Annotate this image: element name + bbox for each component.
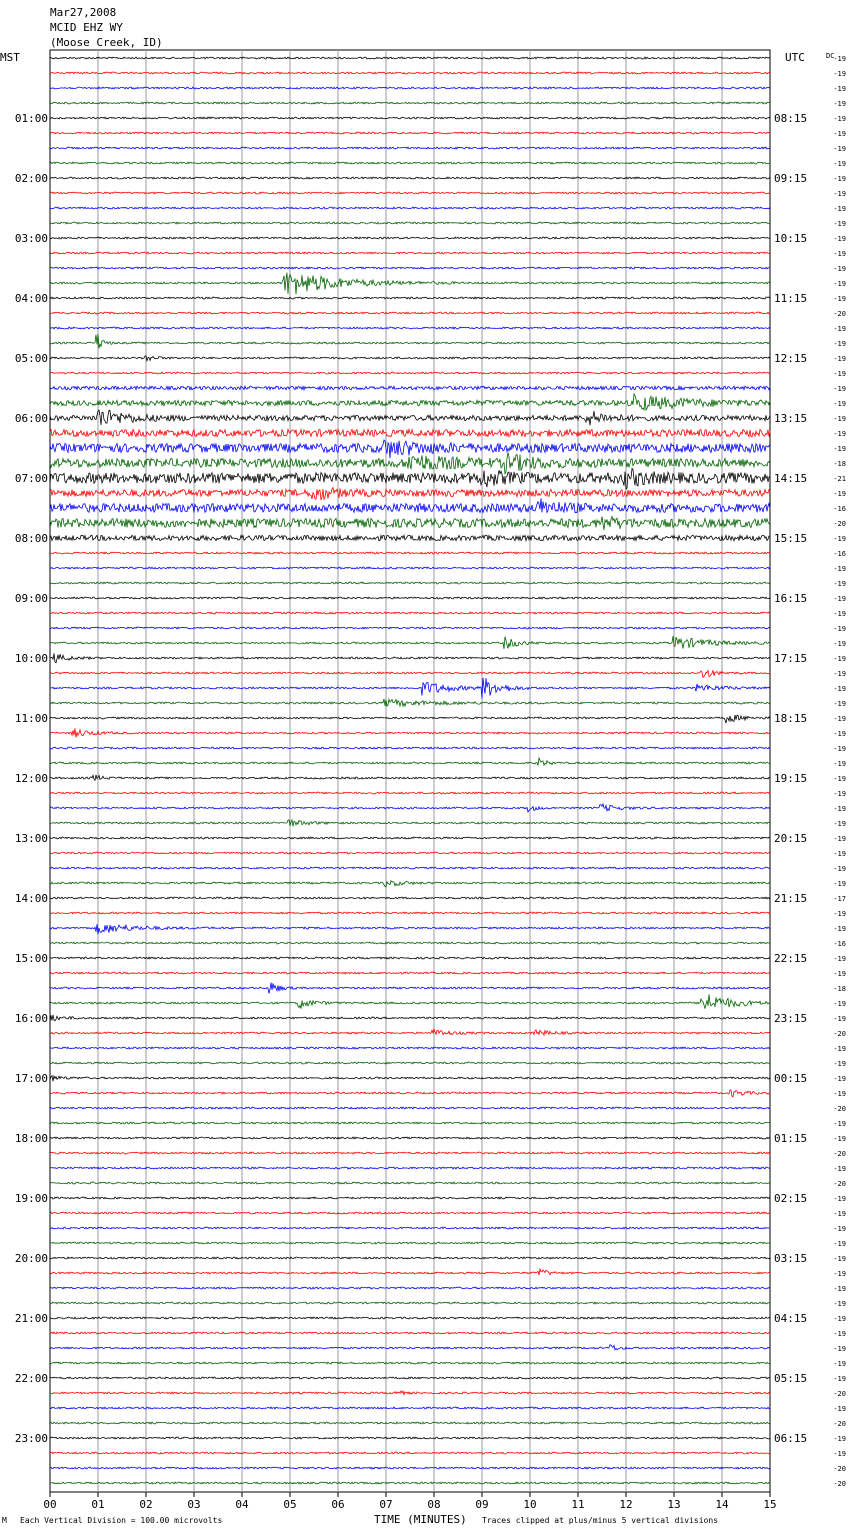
trace-row [50,1242,770,1244]
right-hour-label: 02:15 [774,1192,808,1205]
dc-offset: -19 [833,1060,846,1068]
trace-row [50,972,770,974]
dc-offset: -18 [833,985,846,993]
dc-offset: -19 [833,535,846,543]
dc-offset: -21 [833,475,846,483]
dc-offset: -19 [833,1195,846,1203]
right-hour-label: 04:15 [774,1312,808,1325]
trace-row [50,994,770,1008]
dc-offset: -19 [833,205,846,213]
dc-offset: -19 [833,1015,846,1023]
trace-row [50,1287,770,1289]
dc-offset: -17 [833,895,846,903]
trace-row [50,1212,770,1214]
trace-row [50,1047,770,1049]
left-hour-label: 14:00 [14,892,48,905]
trace-row [50,597,770,599]
dc-offset: -19 [833,820,846,828]
dc-offset: -19 [833,835,846,843]
grid [50,50,770,1492]
dc-offset: -20 [833,1150,846,1158]
trace-row [50,728,770,737]
left-hour-label: 08:00 [14,532,48,545]
dc-offset: -19 [833,1300,846,1308]
trace-row [50,102,770,104]
dc-offset: -16 [833,550,846,558]
footer-mark: M [2,1516,7,1525]
left-hour-label: 09:00 [14,592,48,605]
right-hour-label: 03:15 [774,1252,808,1265]
trace-row [50,222,770,224]
right-timezone-label: UTC [785,51,805,64]
dc-column-label: DC [826,52,835,60]
dc-offset: -19 [833,1075,846,1083]
dc-offset: -19 [833,280,846,288]
trace-row [50,670,770,677]
left-hour-label: 04:00 [14,292,48,305]
dc-offset: -19 [833,1045,846,1053]
right-hour-label: 08:15 [774,112,808,125]
trace-row [50,852,770,854]
dc-offset: -19 [833,625,846,633]
trace-row [50,117,770,119]
trace-row [50,252,770,254]
dc-offset: -19 [833,1315,846,1323]
dc-offset: -19 [833,955,846,963]
dc-offset: -19 [833,865,846,873]
trace-row [50,72,770,74]
trace-row [50,1482,770,1484]
trace-row [50,429,770,436]
dc-offset: -19 [833,700,846,708]
dc-offset: -19 [833,1285,846,1293]
x-tick-label: 12 [619,1498,633,1511]
trace-row [50,1422,770,1424]
trace-row [50,1345,770,1350]
left-hour-label: 07:00 [14,472,48,485]
header [0,6,834,64]
traces [50,57,770,1484]
right-hour-label: 13:15 [774,412,808,425]
dc-offset: -19 [833,325,846,333]
left-hour-label: 13:00 [14,832,48,845]
trace-row [50,567,770,569]
dc-offset: -20 [833,1030,846,1038]
dc-offset: -19 [833,1450,846,1458]
trace-row [50,237,770,239]
trace-row [50,1452,770,1454]
trace-row [50,1152,770,1154]
trace-row [50,1317,770,1319]
left-hour-label: 21:00 [14,1312,48,1325]
dc-offset: -19 [833,685,846,693]
trace-row [50,747,770,749]
right-hour-label: 21:15 [774,892,808,905]
dc-offset: -19 [833,565,846,573]
trace-row [50,1182,770,1184]
dc-offset: -19 [833,400,846,408]
trace-row [50,1467,770,1469]
right-hour-label: 09:15 [774,172,808,185]
left-hour-label: 16:00 [14,1012,48,1025]
trace-row [50,758,770,766]
trace-row [50,912,770,914]
trace-row [50,804,770,812]
trace-row [50,699,770,706]
dc-offset: -19 [833,775,846,783]
trace-row [50,1227,770,1229]
trace-row [50,192,770,194]
trace-row [50,627,770,629]
right-hour-label: 15:15 [774,532,808,545]
dc-offset: -19 [833,745,846,753]
trace-row [50,1076,770,1081]
x-tick-label: 09 [475,1498,489,1511]
trace-row [50,1090,770,1097]
dc-offset: -19 [833,250,846,258]
trace-row [50,1407,770,1409]
trace-row [50,207,770,209]
dc-offset: -19 [833,925,846,933]
trace-row [50,327,770,329]
trace-row [50,1029,770,1035]
plot-date: Mar27,2008 [50,6,117,19]
trace-row [50,792,770,794]
dc-offset: -19 [833,760,846,768]
clip-note: Traces clipped at plus/minus 5 vertical divisions [482,1516,719,1525]
trace-row [50,582,770,584]
dc-offset: -19 [833,385,846,393]
dc-offset: -20 [833,520,846,528]
left-hour-label: 17:00 [14,1072,48,1085]
dc-offset: -20 [833,1180,846,1188]
dc-offset: -19 [833,370,846,378]
dc-offset: -19 [833,490,846,498]
x-tick-label: 13 [667,1498,681,1511]
dc-offset: -20 [833,1480,846,1488]
right-hour-label: 11:15 [774,292,808,305]
trace-row [50,1197,770,1199]
dc-offset: -19 [833,1405,846,1413]
left-hour-label: 01:00 [14,112,48,125]
dc-offset: -19 [833,850,846,858]
scale-note: Each Vertical Division = 100.00 microvolts [20,1516,223,1525]
left-hour-label: 10:00 [14,652,48,665]
trace-row [50,897,770,899]
dc-offset: -19 [833,1435,846,1443]
x-tick-label: 15 [763,1498,777,1511]
trace-row [50,924,770,934]
trace-row [50,983,770,994]
trace-row [50,1122,770,1124]
left-timezone-label: MST [0,51,20,64]
dc-offset: -19 [833,1270,846,1278]
trace-row [50,1167,770,1169]
trace-row [50,1332,770,1334]
trace-row [50,394,770,410]
trace-row [50,440,770,458]
trace-row [50,452,770,473]
station-location: (Moose Creek, ID) [50,36,163,49]
trace-row [50,881,770,887]
dc-offset: -19 [833,295,846,303]
trace-row [50,837,770,839]
left-hour-label: 02:00 [14,172,48,185]
dc-offset: -20 [833,1105,846,1113]
dc-offset: -19 [833,55,846,63]
left-hour-label: 15:00 [14,952,48,965]
dc-offset: -19 [833,265,846,273]
left-hour-label: 03:00 [14,232,48,245]
dc-offset: -19 [833,595,846,603]
trace-row [50,132,770,134]
dc-offset: -19 [833,1255,846,1263]
trace-row [50,273,770,295]
trace-row [50,297,770,299]
dc-offset: -19 [833,1210,846,1218]
dc-offset: -18 [833,460,846,468]
right-hour-label: 17:15 [774,652,808,665]
trace-row [50,957,770,959]
right-hour-label: 05:15 [774,1372,808,1385]
dc-offset: -20 [833,1390,846,1398]
x-axis [43,1492,776,1511]
dc-offset: -19 [833,910,846,918]
dc-offset: -19 [833,1360,846,1368]
dc-offset: -19 [833,115,846,123]
trace-row [50,498,770,512]
trace-row [50,1107,770,1109]
trace-row [50,552,770,554]
dc-offset: -19 [833,1375,846,1383]
left-hour-label: 19:00 [14,1192,48,1205]
trace-row [50,267,770,269]
trace-row [50,372,770,374]
dc-offset: -19 [833,805,846,813]
dc-offset: -19 [833,340,846,348]
trace-row [50,334,770,348]
dc-offset: -19 [833,175,846,183]
x-tick-label: 02 [139,1498,153,1511]
x-tick-label: 07 [379,1498,393,1511]
left-hour-label: 22:00 [14,1372,48,1385]
dc-offset: -19 [833,1000,846,1008]
trace-row [50,715,770,723]
x-tick-label: 00 [43,1498,57,1511]
trace-row [50,1377,770,1379]
left-hour-label: 20:00 [14,1252,48,1265]
trace-row [50,162,770,164]
right-hour-label: 01:15 [774,1132,808,1145]
trace-row [50,410,770,425]
dc-offset: -19 [833,190,846,198]
right-hour-label: 19:15 [774,772,808,785]
dc-offset: -19 [833,415,846,423]
dc-offset-labels [833,55,846,1488]
trace-row [50,57,770,59]
trace-row [50,312,770,314]
dc-offset: -19 [833,1240,846,1248]
trace-row [50,612,770,614]
dc-offset: -19 [833,130,846,138]
x-tick-label: 03 [187,1498,201,1511]
footer [2,1513,718,1526]
trace-row [50,517,770,530]
dc-offset: -19 [833,790,846,798]
x-tick-label: 08 [427,1498,441,1511]
trace-row [50,469,770,490]
left-hour-labels [15,112,48,1445]
x-tick-label: 06 [331,1498,345,1511]
station-code: MCID EHZ WY [50,21,123,34]
left-hour-label: 23:00 [14,1432,48,1445]
dc-offset: -19 [833,715,846,723]
trace-row [50,1391,770,1395]
trace-row [50,356,770,361]
x-tick-label: 10 [523,1498,537,1511]
trace-row [50,775,770,780]
dc-offset: -19 [833,880,846,888]
dc-offset: -19 [833,100,846,108]
dc-offset: -16 [833,940,846,948]
dc-offset: -19 [833,580,846,588]
dc-offset: -19 [833,85,846,93]
dc-offset: -19 [833,655,846,663]
dc-offset: -19 [833,445,846,453]
trace-row [50,147,770,149]
dc-offset: -19 [833,220,846,228]
trace-row [50,942,770,944]
x-tick-label: 05 [283,1498,297,1511]
left-hour-label: 12:00 [14,772,48,785]
dc-offset: -19 [833,1345,846,1353]
dc-offset: -19 [833,70,846,78]
left-hour-label: 06:00 [14,412,48,425]
dc-offset: -19 [833,670,846,678]
trace-row [50,488,770,501]
dc-offset: -20 [833,1420,846,1428]
dc-offset: -19 [833,160,846,168]
dc-offset: -19 [833,970,846,978]
right-hour-label: 00:15 [774,1072,808,1085]
x-axis-title: TIME (MINUTES) [374,1513,467,1526]
trace-row [50,1257,770,1259]
dc-offset: -19 [833,1165,846,1173]
dc-offset: -19 [833,235,846,243]
dc-offset: -19 [833,1090,846,1098]
trace-row [50,535,770,540]
x-tick-label: 04 [235,1498,249,1511]
x-tick-label: 01 [91,1498,105,1511]
left-hour-label: 11:00 [14,712,48,725]
right-hour-label: 22:15 [774,952,808,965]
trace-row [50,87,770,89]
x-tick-label: 11 [571,1498,585,1511]
right-hour-label: 20:15 [774,832,808,845]
right-hour-label: 23:15 [774,1012,808,1025]
dc-offset: -19 [833,1225,846,1233]
trace-row [50,1269,770,1275]
right-hour-label: 12:15 [774,352,808,365]
dc-offset: -20 [833,310,846,318]
trace-row [50,177,770,179]
trace-row [50,636,770,649]
trace-row [50,1015,770,1022]
trace-row [50,1362,770,1364]
dc-offset: -19 [833,730,846,738]
trace-row [50,386,770,390]
trace-row [50,1062,770,1064]
trace-row [50,867,770,869]
dc-offset: -20 [833,1465,846,1473]
trace-row [50,678,770,699]
trace-row [50,653,770,662]
dc-offset: -19 [833,355,846,363]
right-hour-label: 14:15 [774,472,808,485]
trace-row [50,1302,770,1304]
right-hour-label: 16:15 [774,592,808,605]
plot-frame [50,50,770,1492]
trace-row [50,1437,770,1439]
dc-offset: -19 [833,1330,846,1338]
dc-offset: -19 [833,1135,846,1143]
dc-offset: -19 [833,640,846,648]
dc-offset: -19 [833,610,846,618]
dc-offset: -19 [833,430,846,438]
left-hour-label: 05:00 [14,352,48,365]
right-hour-label: 10:15 [774,232,808,245]
right-hour-label: 18:15 [774,712,808,725]
x-tick-label: 14 [715,1498,729,1511]
right-hour-labels [774,112,807,1445]
right-hour-label: 06:15 [774,1432,808,1445]
left-hour-label: 18:00 [14,1132,48,1145]
dc-offset: -16 [833,505,846,513]
trace-row [50,820,770,827]
dc-offset: -19 [833,145,846,153]
dc-offset: -19 [833,1120,846,1128]
trace-row [50,1137,770,1139]
